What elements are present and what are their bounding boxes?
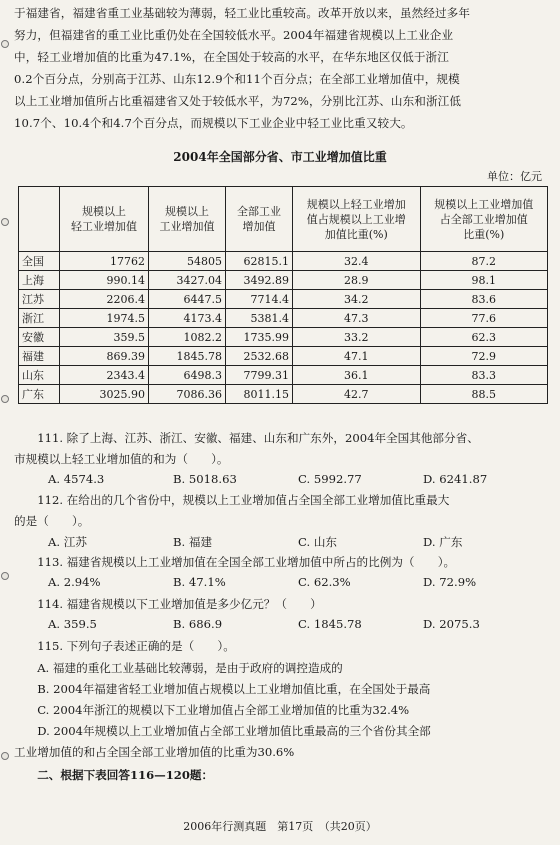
header-cell (19, 187, 60, 252)
binding-hole (1, 395, 9, 403)
answer-option[interactable]: A. 2.94% (48, 575, 101, 589)
province-cell: 上海 (19, 271, 60, 290)
value-cell: 87.2 (420, 252, 548, 271)
value-cell: 47.3 (293, 309, 421, 328)
province-cell: 安徽 (19, 328, 60, 347)
header-cell: 规模以上 轻工业增加值 (60, 187, 149, 252)
province-cell: 江苏 (19, 290, 60, 309)
answer-option: 工业增加值的和占全国全部工业增加值的比重为30.6% (14, 745, 295, 759)
statistics-table (18, 186, 548, 404)
value-cell: 1974.5 (60, 309, 149, 328)
value-cell: 1845.78 (149, 347, 226, 366)
answer-options (48, 472, 548, 486)
value-cell: 3025.90 (60, 385, 149, 404)
table-row (19, 328, 548, 347)
value-cell: 17762 (60, 252, 149, 271)
value-cell: 4173.4 (149, 309, 226, 328)
answer-option[interactable]: B. 47.1% (173, 575, 226, 589)
province-cell: 广东 (19, 385, 60, 404)
binding-hole (1, 752, 9, 760)
value-cell: 7799.31 (226, 366, 293, 385)
table-row (19, 366, 548, 385)
value-cell: 72.9 (420, 347, 548, 366)
answer-option[interactable]: B. 福建 (173, 535, 213, 549)
answer-option[interactable]: C. 5992.77 (298, 472, 362, 486)
answer-option[interactable]: D. 2004年规模以上工业增加值占全部工业增加值比重最高的三个省份其全部 (14, 724, 431, 738)
value-cell: 88.5 (420, 385, 548, 404)
value-cell: 83.6 (420, 290, 548, 309)
answer-option[interactable]: D. 6241.87 (423, 472, 488, 486)
table-title: 2004年全国部分省、市工业增加值比重 (173, 150, 387, 164)
question-text: 112. 在给出的几个省份中，规模以上工业增加值占全国全部工业增加值比重最大 (14, 493, 450, 507)
question-text: 114. 福建省规模以下工业增加值是多少亿元？（ ） (14, 597, 322, 611)
table-row (19, 271, 548, 290)
answer-option[interactable]: C. 山东 (298, 535, 338, 549)
answer-option[interactable]: D. 72.9% (423, 575, 477, 589)
value-cell: 1735.99 (226, 328, 293, 347)
answer-option[interactable]: A. 江苏 (48, 535, 87, 549)
answer-option[interactable]: B. 5018.63 (173, 472, 237, 486)
province-cell: 山东 (19, 366, 60, 385)
intro-line: 中，轻工业增加值的比重为47.1%，在全国处于较高的水平，在华东地区仅低于浙江 (14, 50, 449, 64)
question-text: 115. 下列句子表述正确的是（ ）。 (14, 639, 235, 653)
header-cell: 全部工业 增加值 (226, 187, 293, 252)
binding-hole (1, 218, 9, 226)
table-row (19, 385, 548, 404)
intro-line: 以上工业增加值所占比重福建省又处于较低水平，为72%，分别比江苏、山东和浙江低 (14, 94, 462, 108)
table-row (19, 290, 548, 309)
answer-option[interactable]: B. 686.9 (173, 617, 223, 631)
header-cell: 规模以上轻工业增加 值占规模以上工业增 加值比重(%) (293, 187, 421, 252)
value-cell: 62.3 (420, 328, 548, 347)
value-cell: 990.14 (60, 271, 149, 290)
answer-options (48, 534, 548, 550)
answer-option[interactable]: D. 2075.3 (423, 617, 480, 631)
value-cell: 6498.3 (149, 366, 226, 385)
value-cell: 28.9 (293, 271, 421, 290)
province-cell: 福建 (19, 347, 60, 366)
header-cell: 规模以上 工业增加值 (149, 187, 226, 252)
intro-line: 于福建省，福建省重工业基础较为薄弱，轻工业比重较高。改革开放以来，虽然经过多年 (14, 6, 471, 20)
value-cell: 77.6 (420, 309, 548, 328)
value-cell: 3492.89 (226, 271, 293, 290)
value-cell: 869.39 (60, 347, 149, 366)
header-cell: 规模以上工业增加值 占全部工业增加值 比重(%) (420, 187, 548, 252)
question-text: 市规模以上轻工业增加值的和为（ ）。 (14, 452, 229, 466)
value-cell: 1082.2 (149, 328, 226, 347)
intro-line: 10.7个、10.4个和4.7个百分点，而规模以下工业企业中轻工业比重又较大。 (14, 116, 413, 130)
intro-line: 0.2个百分点，分别高于江苏、山东12.9个和11个百分点；在全部工业增加值中，规模 (14, 72, 460, 86)
question-text: 的是（ ）。 (14, 514, 90, 528)
value-cell: 34.2 (293, 290, 421, 309)
table-header-row (19, 187, 548, 252)
value-cell: 33.2 (293, 328, 421, 347)
value-cell: 47.1 (293, 347, 421, 366)
province-cell: 浙江 (19, 309, 60, 328)
section-heading: 二、根据下表回答116—120题： (14, 768, 214, 782)
answer-option[interactable]: C. 2004年浙江的规模以下工业增加值占全部工业增加值的比重为32.4% (14, 703, 410, 717)
answer-option[interactable]: A. 359.5 (48, 617, 97, 631)
answer-options (48, 575, 548, 589)
answer-option[interactable]: A. 福建的重化工业基础比较薄弱，是由于政府的调控造成的 (14, 661, 343, 675)
value-cell: 7714.4 (226, 290, 293, 309)
value-cell: 36.1 (293, 366, 421, 385)
value-cell: 2206.4 (60, 290, 149, 309)
table-row (19, 347, 548, 366)
question-text: 113. 福建省规模以上工业增加值在全国全部工业增加值中所占的比例为（ ）。 (14, 555, 456, 569)
intro-paragraph (14, 2, 548, 134)
value-cell: 83.3 (420, 366, 548, 385)
answer-options (48, 617, 548, 631)
page-footer: 2006年行测真题 第17页 （共20页） (183, 820, 377, 833)
binding-hole (1, 572, 9, 580)
value-cell: 5381.4 (226, 309, 293, 328)
value-cell: 32.4 (293, 252, 421, 271)
value-cell: 54805 (149, 252, 226, 271)
value-cell: 98.1 (420, 271, 548, 290)
table-unit: 单位：亿元 (487, 170, 542, 183)
answer-option[interactable]: D. 广东 (423, 535, 463, 549)
value-cell: 7086.36 (149, 385, 226, 404)
value-cell: 3427.04 (149, 271, 226, 290)
intro-line: 努力，但福建省的重工业比重仍处在全国较低水平。2004年福建省规模以上工业企业 (14, 28, 454, 42)
value-cell: 2532.68 (226, 347, 293, 366)
table-row (19, 252, 548, 271)
value-cell: 2343.4 (60, 366, 149, 385)
value-cell: 62815.1 (226, 252, 293, 271)
answer-option[interactable]: B. 2004年福建省轻工业增加值占规模以上工业增加值比重，在全国处于最高 (14, 682, 431, 696)
answer-option[interactable]: C. 1845.78 (298, 617, 362, 631)
answer-option[interactable]: C. 62.3% (298, 575, 351, 589)
answer-option[interactable]: A. 4574.3 (48, 472, 105, 486)
table-row (19, 309, 548, 328)
binding-hole (1, 40, 9, 48)
value-cell: 359.5 (60, 328, 149, 347)
question-text: 111. 除了上海、江苏、浙江、安徽、福建、山东和广东外，2004年全国其他部分省、 (14, 431, 479, 445)
province-cell: 全国 (19, 252, 60, 271)
value-cell: 42.7 (293, 385, 421, 404)
value-cell: 8011.15 (226, 385, 293, 404)
value-cell: 6447.5 (149, 290, 226, 309)
